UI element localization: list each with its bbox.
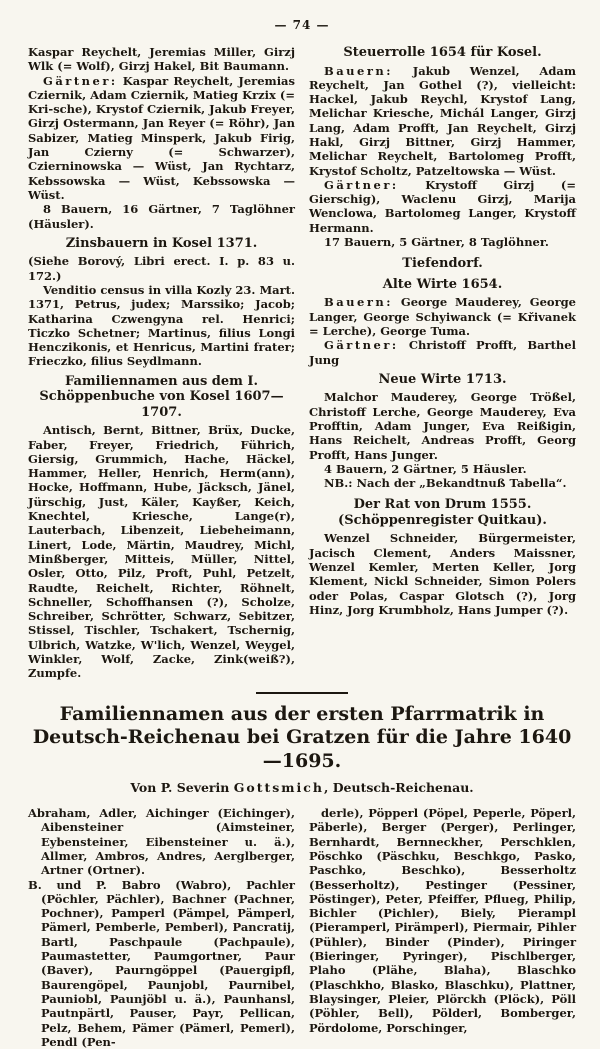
heading-rat-von-drum-1555: Der Rat von Drum 1555. (Schöppenregister Quitkau). [338,497,547,528]
neue-wirte-name-list: Malchor Mauderey, George Trößel, Christoff Lerche, George Mauderey, Eva Profftin, Adam Junger, Eva Reißigin, Hans Reichelt, Andreas Profft, Georg Profft, Hans Junger. [309,390,576,462]
bauern-label: Bauern: [324,295,394,310]
byline-prefix: Von P. Severin [130,780,230,796]
section-divider-rule [256,692,348,694]
surname-paragraph-b-p: B. und P. Babro (Wabro), Pachler (Pöchler, Pächler), Bachner (Pachner, Pochner), Pamperl (Pämpel, Pämperl, Pämerl, Pemberle, Pemberl), Pancratij, Bartl, Paschpaule (Pachpaule), Paumastetter, Paumgortner, Paur (Baver), Paurngöppel (Pauergipfl, Baurengöpel, Paunjobl, Paurnibel, Pauniobl, Paunjöbl u. ä.), Paunhansl, Pautnpärtl, Pauser, Payr, Pellican, Pelz, Behem, Pämer (Pämerl, Pemerl), Pendl (Pen- [28,877,295,1049]
bauern-names: George Mauderey, George Langer, George Schyiwanck (= Křivanek = Lerche), George Tuma. [309,295,576,338]
bauern-names: Jakub Wenzel, Adam Reychelt, Jan Gothel (?), vielleicht: Hackel, Jakub Reychl, Krystof Lang, Melichar Kriesche, Michál Langer, Girzj Lang, Adam Profft, Jan Reychelt, Girzj Hakl, Girzj Bittner, Girzj Hammer, Melichar Reychelt, Bartolomeg Profft, Krystof Scholtz, Patzeltowska — Wüst. [309,63,576,178]
kosel-count-summary: 8 Bauern, 16 Gärtner, 7 Taglöhner (Häusler). [28,202,295,231]
heading-steuerrolle-1654: Steuerrolle 1654 für Kosel. [343,45,542,60]
alte-wirte-gaertner-paragraph [309,338,576,367]
article-title: Familiennamen aus der ersten Pfarrmatrik in Deutsch-Reichenau bei Gratzen für die Jahre 1640—1695. [32,702,572,772]
neue-wirte-count-summary: 4 Bauern, 2 Gärtner, 5 Häusler. [324,461,527,476]
rat-von-drum-name-list: Wenzel Schneider, Bürgermeister, Jacisch Clement, Anders Maissner, Wenzel Kemler, Merten Keller, Jorg Klement, Nickl Schneider, Simon Polers oder Polas, Caspar Glotsch (?), Jorg Hinz, Jorg Krumbholz, Hans Jumper (?). [309,531,576,617]
article-byline [28,780,576,795]
gaertner-names: Christoff Profft, Barthel Jung [309,338,576,367]
article-right-column [309,806,576,1049]
surname-paragraph-continuation: derle), Pöpperl (Pöpel, Peperle, Pöperl, Päberle), Berger (Perger), Perlinger, Bernhardt, Bernneckher, Perschklen, Pöschko (Päschku, Beschkgo, Pasko, Paschko, Beschko), Besserholtz (Besserholtz), Pestinger (Pessiner, Pöstinger), Peter, Pfeiffer, Pflueg, Philip, Bichler (Pichler), Biely, Pierampl (Pieramperl, Pirämperl), Piermair, Pihler (Pühler), Binder (Pinder), Piringer (Bieringer, Pyringer), Pischlberger, Plaho (Plähe, Blaha), Blaschko (Plaschkho, Blasko, Blaschku), Plattner, Blaysinger, Pleier, Plörckh (Plöck), Pöll (Pöhler, Bell), Pölderl, Bomberger, Pördolome, Porschinger, [309,806,576,1035]
byline-suffix: , Deutsch-Reichenau. [323,780,474,796]
schoeppenbuch-name-list: Antisch, Bernt, Bittner, Brüx, Ducke, Faber, Freyer, Friedrich, Führich, Giersig, Grummich, Hache, Häckel, Hammer, Heller, Henrich, Herm(ann), Hocke, Hoffmann, Hube, Jäcksch, Jänel, Jürschig, Just, Käler, Kayßer, Keich, Knechtel, Kriesche, Lange(r), Lauterbach, Libenzeit, Liebeheimann, Linert, Lode, Märtin, Maudrey, Michl, Minßberger, Mitteis, Müller, Nittel, Osler, Otto, Pilz, Proft, Puhl, Petzelt, Raudte, Reichelt, Richter, Röhnelt, Schneller, Schoffhansen (?), Scholze, Schreiber, Schrötter, Schwarz, Sebitzer, Stissel, Tischler, Tschakert, Tschernig, Ulbrich, Watzke, W'lich, Wenzel, Weygel, Winkler, Wolf, Zacke, Zink(weiß?), Zumpfe. [28,423,295,681]
steuerrolle-gaertner-paragraph [309,178,576,235]
source-note: (Siehe Borový, Libri erect. I. p. 83 u. 172.) [28,254,295,283]
article-columns [28,806,576,1049]
article-left-column [28,806,295,1049]
subheading-neue-wirte-1713: Neue Wirte 1713. [378,371,507,387]
byline-author-name: Gottsmich [233,780,324,796]
heading-tiefendorf: Tiefendorf. [402,256,483,272]
gaertner-label: Gärtner: [43,73,118,88]
top-left-column [28,45,295,681]
heading-zinsbauern-kosel-1371: Zinsbauern in Kosel 1371. [65,235,258,251]
surname-paragraph-a: Abraham, Adler, Aichinger (Eichinger), Aibensteiner (Aimsteiner, Eybensteiner, Eibensteiner u. ä.), Allmer, Ambros, Andres, Aerglberger, Artner (Ortner). [28,806,295,878]
subheading-alte-wirte-1654: Alte Wirte 1654. [382,276,503,292]
steuerrolle-bauern-paragraph [309,64,576,178]
steuerrolle-count-summary: 17 Bauern, 5 Gärtner, 8 Taglöhner. [324,235,549,250]
heading-schoeppenbuch-kosel: Familiennamen aus dem I. Schöppenbuche von Kosel 1607—1707. [39,373,284,420]
gaertner-names: Kaspar Reychelt, Jeremias Cziernik, Adam Cziernik, Matieg Krzix (= Kri-sche), Krystof Cziernik, Jakub Freyer, Girzj Ostermann, Jan Reyer (= Röhr), Jan Sabizer, Matieg Minsperk, Jakub Firig, Jan Czierny (= Schwarzer), Czierninowska — Wüst, Jan Rychtarz, Kebssowska — Wüst, Kebssowska — Wüst. [28,73,295,202]
gaertner-names: Krystoff Girzj (= Gierschig), Waclenu Girzj, Marija Wenclowa, Bartolomeg Langer, Krystoff Hermann. [309,177,576,235]
page-number: — 74 — [274,18,330,32]
gaertner-paragraph [28,74,295,203]
top-right-column [309,45,576,681]
bauern-label: Bauern: [324,63,394,78]
gaertner-label: Gärtner: [324,338,399,353]
nb-note: NB.: Nach der „Bekandtnuß Tabella“. [324,476,567,491]
gaertner-label: Gärtner: [324,177,399,192]
venditio-paragraph: Venditio census in villa Kozly 23. Mart. 1371, Petrus, judex; Marssiko; Jacob; Katharina Czwengyna rel. Henrici; Ticzko Schetner; Martinus, filius Longi Henczikonis, et Henricus, Martini frater; Frieczko, filius Seydlmann. [28,282,295,369]
alte-wirte-bauern-paragraph [309,295,576,338]
taglöhner-continuation-paragraph: Kaspar Reychelt, Jeremias Miller, Girzj Wlk (= Wolf), Girzj Hakel, Bit Baumann. [28,45,295,74]
top-columns [28,45,576,681]
